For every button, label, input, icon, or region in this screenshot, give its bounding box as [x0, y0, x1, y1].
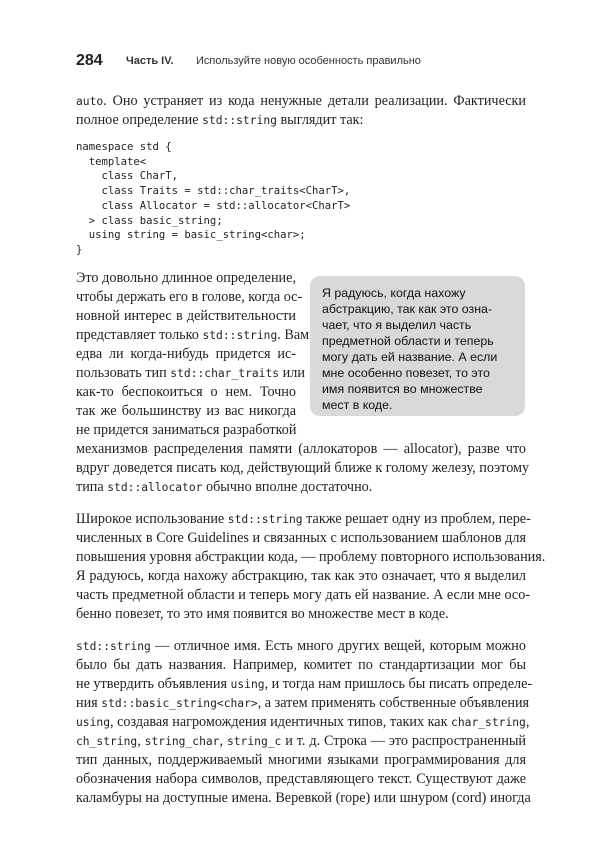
intro-line-2: полное определение std::string выглядит так:: [76, 112, 364, 128]
para1-line: механизмов распределения памяти (аллокаторов — allocator), разве что: [76, 441, 526, 457]
sidebar-line: чает, что я выделил часть: [322, 318, 472, 332]
para1-line: новной интерес в действительности: [76, 308, 296, 324]
part-title: Используйте новую особенность правильно: [196, 55, 421, 67]
para2-line: Широкое использование std::string также решает одну из проблем, пере-: [76, 511, 531, 527]
para1-line: пользовать тип std::char_traits или: [76, 365, 305, 381]
para3-line: ния std::basic_string<char>, а затем применять собственные объявления: [76, 695, 530, 711]
para3-line: было бы дать названия. Например, комитет по стандартизации мог бы: [76, 657, 526, 673]
page-number: 284: [76, 52, 103, 69]
code-line: }: [76, 243, 83, 256]
para2-line: численных в Core Guidelines и связанных с использованием шаблонов для: [76, 530, 526, 546]
para3-line: std::string — отличное имя. Есть много других вещей, которым можно: [76, 638, 526, 654]
sidebar-line: могу дать ей название. А если: [322, 350, 498, 364]
para3-line: ch_string, string_char, string_c и т. д. Строка — это распространенный: [76, 733, 526, 749]
code-line: > class basic_string;: [76, 214, 223, 227]
para2-line: бенно повезет, то это имя появится во множестве мест в коде.: [76, 606, 449, 622]
code-block: [76, 140, 350, 258]
para2-line: Я радуюсь, когда нахожу абстракцию, так как это означает, что я выделил: [76, 568, 526, 584]
page-header: [76, 52, 536, 72]
sidebar-line: Я радуюсь, когда нахожу: [322, 286, 466, 300]
sidebar-line: абстракцию, так как это озна-: [322, 302, 493, 316]
sidebar-line: мест в коде.: [322, 398, 393, 412]
code-line: using string = basic_string<char>;: [76, 229, 306, 242]
code-line: template<: [76, 155, 147, 168]
code-line: namespace std {: [76, 141, 172, 153]
para3-line: каламбуры на доступные имена. Веревкой (rope) или шнуром (cord) иногда: [76, 790, 531, 806]
sidebar-callout: [310, 276, 525, 416]
para3-line: тип данных, поддерживаемый многими языками программирования для: [76, 752, 526, 768]
para1-line: представляет только std::string. Вам: [76, 327, 310, 343]
para1-line: Это довольно длинное определение,: [76, 270, 296, 286]
para1-line: едва ли когда-нибудь придется ис-: [76, 346, 296, 362]
para3-line: using, создавая нагромождения идентичных типов, таких как char_string,: [76, 714, 530, 730]
para2-line: часть предметной области и теперь могу дать ей название. А если мне осо-: [76, 587, 531, 603]
para1-line: типа std::allocator обычно вполне достаточно.: [76, 479, 373, 495]
para2-line: повышения уровня абстракции кода, — проблему повторного использования.: [76, 549, 546, 565]
para3-line: обозначения набора символов, представляющего текст. Существуют даже: [76, 771, 526, 787]
sidebar-line: мне особенно повезет, то это: [322, 366, 490, 380]
para1-line: так же большинству из вас никогда: [76, 403, 296, 419]
code-line: class Allocator = std::allocator<CharT>: [76, 199, 351, 212]
sidebar-line: имя появится во множестве: [322, 382, 483, 396]
sidebar-line: предметной области и теперь: [322, 334, 494, 348]
para3-line: не утвердить объявления using, и тогда нам пришлось бы писать определе-: [76, 676, 533, 692]
intro-line-1: auto. Оно устраняет из кода ненужные детали реализации. Фактически: [76, 93, 526, 109]
para1-line: как-то беспокоиться о нем. Точно: [76, 384, 296, 400]
para1-line: чтобы держать его в голове, когда ос-: [76, 289, 303, 305]
code-line: class CharT,: [76, 170, 179, 183]
code-line: class Traits = std::char_traits<CharT>,: [76, 185, 351, 198]
part-label: Часть IV.: [126, 55, 174, 67]
para1-line: не придется заниматься разработкой: [76, 422, 297, 438]
para1-line: вдруг доведется писать код, действующий ближе к голому железу, поэтому: [76, 460, 530, 476]
